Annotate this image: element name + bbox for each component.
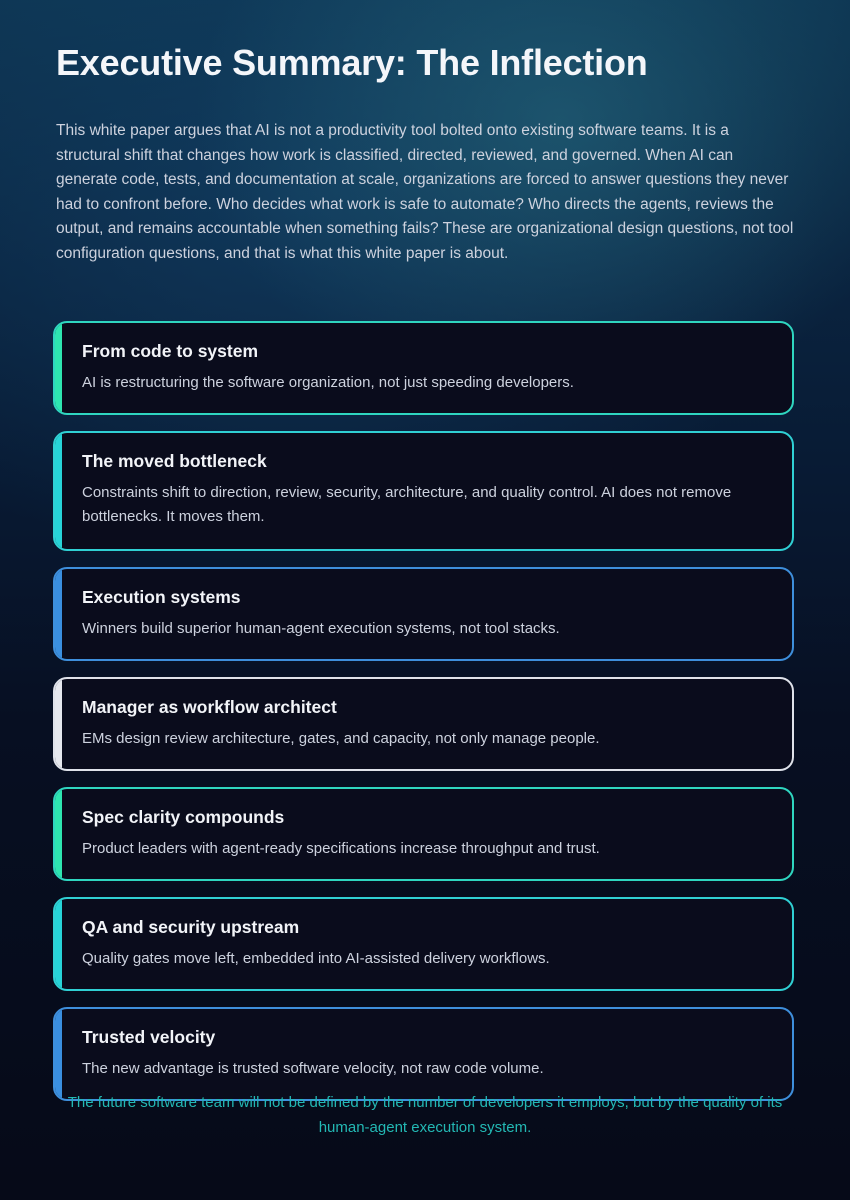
card-accent-bar — [55, 433, 62, 549]
summary-card — [53, 787, 794, 881]
card-accent-bar — [55, 789, 62, 879]
summary-card — [53, 321, 794, 415]
card-title: Trusted velocity — [82, 1027, 216, 1047]
summary-card — [53, 431, 794, 551]
summary-card — [53, 567, 794, 661]
summary-card — [53, 677, 794, 771]
card-title: Execution systems — [82, 587, 241, 607]
card-body: The new advantage is trusted software velocity, not raw code volume. — [82, 1060, 544, 1077]
card-title: QA and security upstream — [82, 917, 300, 937]
card-accent-bar — [55, 569, 62, 659]
card-accent-bar — [55, 679, 62, 769]
card-body: Product leaders with agent-ready specifications increase throughput and trust. — [82, 840, 600, 857]
card-body: Winners build superior human-agent execution systems, not tool stacks. — [82, 620, 560, 637]
summary-card — [53, 1007, 794, 1101]
card-body: EMs design review architecture, gates, and capacity, not only manage people. — [82, 730, 600, 747]
card-title: The moved bottleneck — [82, 451, 267, 471]
card-accent-bar — [55, 899, 62, 989]
summary-cards — [53, 321, 794, 1117]
card-title: From code to system — [82, 341, 259, 361]
card-title: Manager as workflow architect — [82, 697, 337, 717]
card-accent-bar — [55, 1009, 62, 1099]
page-title: Executive Summary: The Inflection — [56, 42, 648, 83]
card-title: Spec clarity compounds — [82, 807, 285, 827]
card-accent-bar — [55, 323, 62, 413]
intro-paragraph: This white paper argues that AI is not a productivity tool bolted onto existing software teams. It is a structural shift that changes how work is classified, directed, reviewed, and governed. When AI can generate code, tests, and documentation at scale, organizations are forced to answer questions they never had to confront before. Who decides what work is safe to automate? Who directs the agents, reviews the output, and remains accountable when something fails? These are organizational design questions, not tool configuration questions, and that is what this white paper is about. — [56, 122, 794, 262]
summary-card — [53, 897, 794, 991]
card-body: AI is restructuring the software organization, not just speeding developers. — [82, 374, 574, 391]
card-body: Quality gates move left, embedded into AI-assisted delivery workflows. — [82, 950, 550, 967]
card-body: Constraints shift to direction, review, security, architecture, and quality control. AI does not remove bottlenecks. It moves them. — [82, 484, 732, 525]
closing-statement: The future software team will not be defined by the number of developers it employs, but by the quality of its human-agent execution system. — [67, 1094, 783, 1136]
